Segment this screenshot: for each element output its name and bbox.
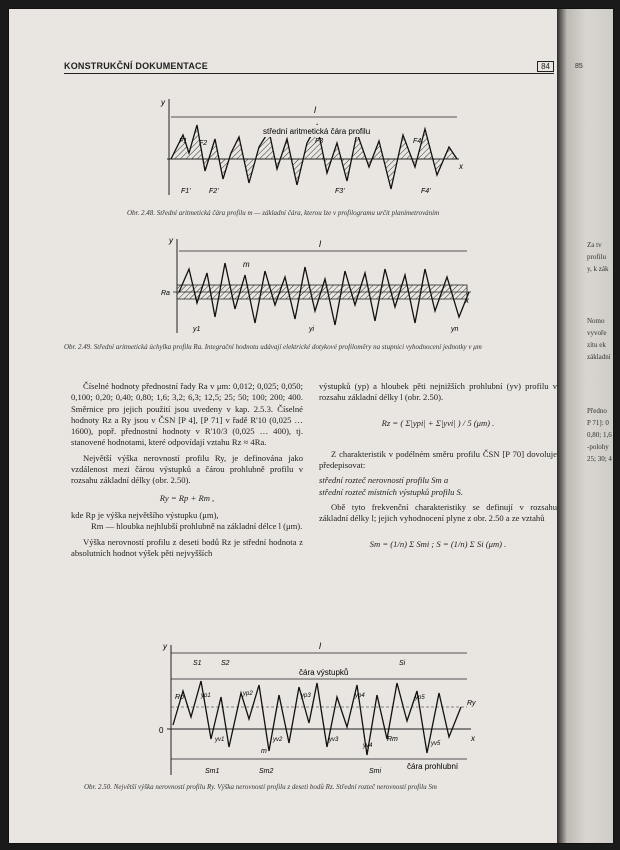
fig250-origin-label: 0	[159, 726, 164, 735]
fig249-y-axis-label: y	[169, 236, 173, 245]
equation-sm-s: Sm = (1/n) Σ Smi ; S = (1/n) Σ Si (μm) .	[369, 538, 507, 549]
fig250-x-axis-label: x	[471, 734, 475, 743]
fig250-yp4-label: yp4	[355, 693, 365, 699]
paragraph-frequency-intro: Z charakteristik v podélném směru profilu ČSN [P 70] dovoluje předepisovat:	[319, 448, 557, 471]
fig248-area-f4-prime: F4'	[421, 188, 431, 195]
running-header	[64, 61, 554, 74]
fig250-sm1-label: Sm1	[205, 768, 220, 775]
paragraph-ry-definition: Největší výška nerovností profilu Ry, je definována jako vzdálenost mezi čárou výstupků a čárou prohlubně profilu v rozsahu základní délky (obr. 2.50).	[71, 452, 303, 486]
fig248-y-axis-label: y	[161, 98, 165, 107]
facing-page-fragment: základní	[587, 353, 611, 361]
facing-page-fragment: vyvoře	[587, 329, 607, 337]
facing-page-fragment: 25; 30; 4	[587, 455, 612, 463]
fig248-area-f3: F3	[315, 138, 324, 145]
fig250-yv3-label: yv3	[329, 737, 339, 743]
fig250-rm-label: Rm	[387, 736, 398, 743]
paragraph-rz-definition: Výška nerovností profilu z deseti bodů Rz je střední hodnota z absolutních hodnot výšek pěti nejvyšších	[71, 536, 303, 558]
right-text-column	[319, 381, 557, 556]
fig249-ra-label: Ra	[161, 290, 170, 297]
fig248-x-axis-label: x	[459, 162, 463, 171]
fig248-area-f3-prime: F3'	[335, 188, 345, 195]
fig249-length-label: l	[319, 239, 321, 249]
fig250-smi-label: Smi	[369, 768, 382, 775]
fig249-mean-line-label: m	[243, 260, 250, 269]
facing-page-fragment: profilu	[587, 253, 607, 261]
book-page	[8, 8, 614, 844]
fig250-valley-line-label: čára prohlubní	[407, 762, 459, 771]
fig248-area-f1: F1	[179, 138, 188, 145]
fig250-ry-label: Ry	[467, 700, 476, 707]
left-text-column	[71, 381, 303, 563]
fig250-yp5-label: yp5	[415, 695, 425, 701]
fig248-center-line-label: střední aritmetická čára profilu	[263, 127, 371, 136]
fig249-yi-label: yi	[309, 326, 315, 333]
fig250-sm2-label: Sm2	[259, 768, 274, 775]
fig249-y1-label: y1	[193, 326, 201, 333]
fig249-x-axis-label: x	[465, 296, 469, 305]
facing-page-fragment: 0,80; 1,6	[587, 431, 612, 439]
facing-page-fragment: Nomo	[587, 317, 605, 325]
item-s-definition: střední rozteč místních výstupků profilu S.	[319, 486, 464, 497]
figure-2-48	[159, 95, 469, 207]
fig250-yv5-label: yv5	[431, 741, 441, 747]
figure-2-49	[159, 233, 479, 339]
paragraph-rz-continued: výstupků (yp) a hloubek pěti nejnižších prohlubní (yv) profilu v rozsahu základní délky l (obr. 2.50).	[319, 381, 557, 403]
facing-page-fragment: -polohy	[587, 443, 609, 451]
fig250-yv2-label: yv2	[273, 737, 283, 743]
fig249-yn-label: yn	[451, 326, 459, 333]
figure-2-50	[149, 635, 479, 781]
facing-page-fragment: Předno	[587, 407, 607, 415]
fig250-yp1-label: yp1	[201, 693, 211, 699]
facing-page-fragment: P 71]: 0	[587, 419, 609, 427]
facing-page-edge	[557, 9, 613, 843]
fig249-caption: Obr. 2.49. Střední aritmetická úchylka profilu Ra. Integrační hodnotu udávají elektrické dotykové profiloměry na stupnici vyhodnocení jednotky v μm	[64, 343, 482, 351]
fig248-area-f2-prime: F2'	[209, 188, 219, 195]
fig250-yv1-label: yv1	[215, 737, 225, 743]
fig250-yp3-label: yp3	[301, 693, 311, 699]
paragraph-frequency-evaluation: Obě tyto frekvenční charakteristiky se definují v rozsahu základní délky l; jejich vyhodnocení plyne z obr. 2.50 a ze vztahů	[319, 502, 557, 524]
facing-page-number: 85	[575, 63, 583, 70]
equation-rz: Rz = ( Σ|ypi| + Σ|yvi| ) / 5 (μm) .	[381, 417, 495, 428]
fig250-caption: Obr. 2.50. Největší výška nerovností profilu Ry. Výška nerovností profilu z deseti bodů Rz. Střední rozteč nerovností profilu Sm	[84, 783, 437, 791]
equation-ry: Ry = Rp + Rm ,	[159, 492, 215, 503]
fig250-length-label: l	[319, 641, 321, 651]
facing-page-fragment: y, k zák	[587, 265, 609, 273]
fig250-s2-label: S2	[221, 660, 230, 667]
fig250-si-label: Si	[399, 660, 406, 667]
item-sm-definition: střední rozteč nerovností profilu Sm a	[319, 475, 449, 486]
fig248-area-f2: F2	[199, 140, 208, 147]
fig250-yp2-label: yp2	[243, 691, 253, 697]
where-rm: Rm — hloubka nejhlubší prohlubně na základní délce l (μm).	[91, 521, 303, 532]
fig248-caption: Obr. 2.48. Střední aritmetická čára profilu m — základní čára, kterou lze v profilogramu určit planimetrováním	[127, 209, 440, 217]
paragraph-ra-values: Číselné hodnoty přednostní řady Ra v μm: 0,012; 0,025; 0,050; 0,100; 0,20; 0,40; 0,80; 1,6; 3,2; 6,3; 12,5; 25; 50; 100; 200; 400. Směrnice pro jejich použití jsou uvedeny v kap. 2.5.3. Číselné hodnoty Rz a Ry jsou v ČSN [P 4], [P 71] v řadě R'10 (0,025 … 1600), popř. přednostní hodnoty v R'10/3 (0,025 … 400), tj. stanovené hodnotami, které odpovídají vztahu Rz ≈ 4Ra.	[71, 381, 303, 448]
facing-page-fragment: Za tv	[587, 241, 602, 249]
fig248-area-f1-prime: F1'	[181, 188, 191, 195]
fig250-rp-label: Rp	[175, 694, 184, 701]
fig250-yv4-label: yv4	[363, 743, 373, 749]
fig248-area-f4: F4	[413, 138, 422, 145]
fig250-mean-line-label: m	[261, 748, 267, 755]
facing-page-fragment: zítu ek	[587, 341, 606, 349]
fig250-y-axis-label: y	[163, 642, 167, 651]
header-title: KONSTRUKČNÍ DOKUMENTACE	[64, 61, 208, 71]
fig248-length-label: l	[314, 105, 316, 115]
page-number: 84	[537, 61, 554, 72]
where-rp: kde Rp je výška největšího výstupku (μm),	[71, 509, 219, 520]
fig250-peak-line-label: čára výstupků	[299, 668, 349, 677]
fig250-s1-label: S1	[193, 660, 202, 667]
